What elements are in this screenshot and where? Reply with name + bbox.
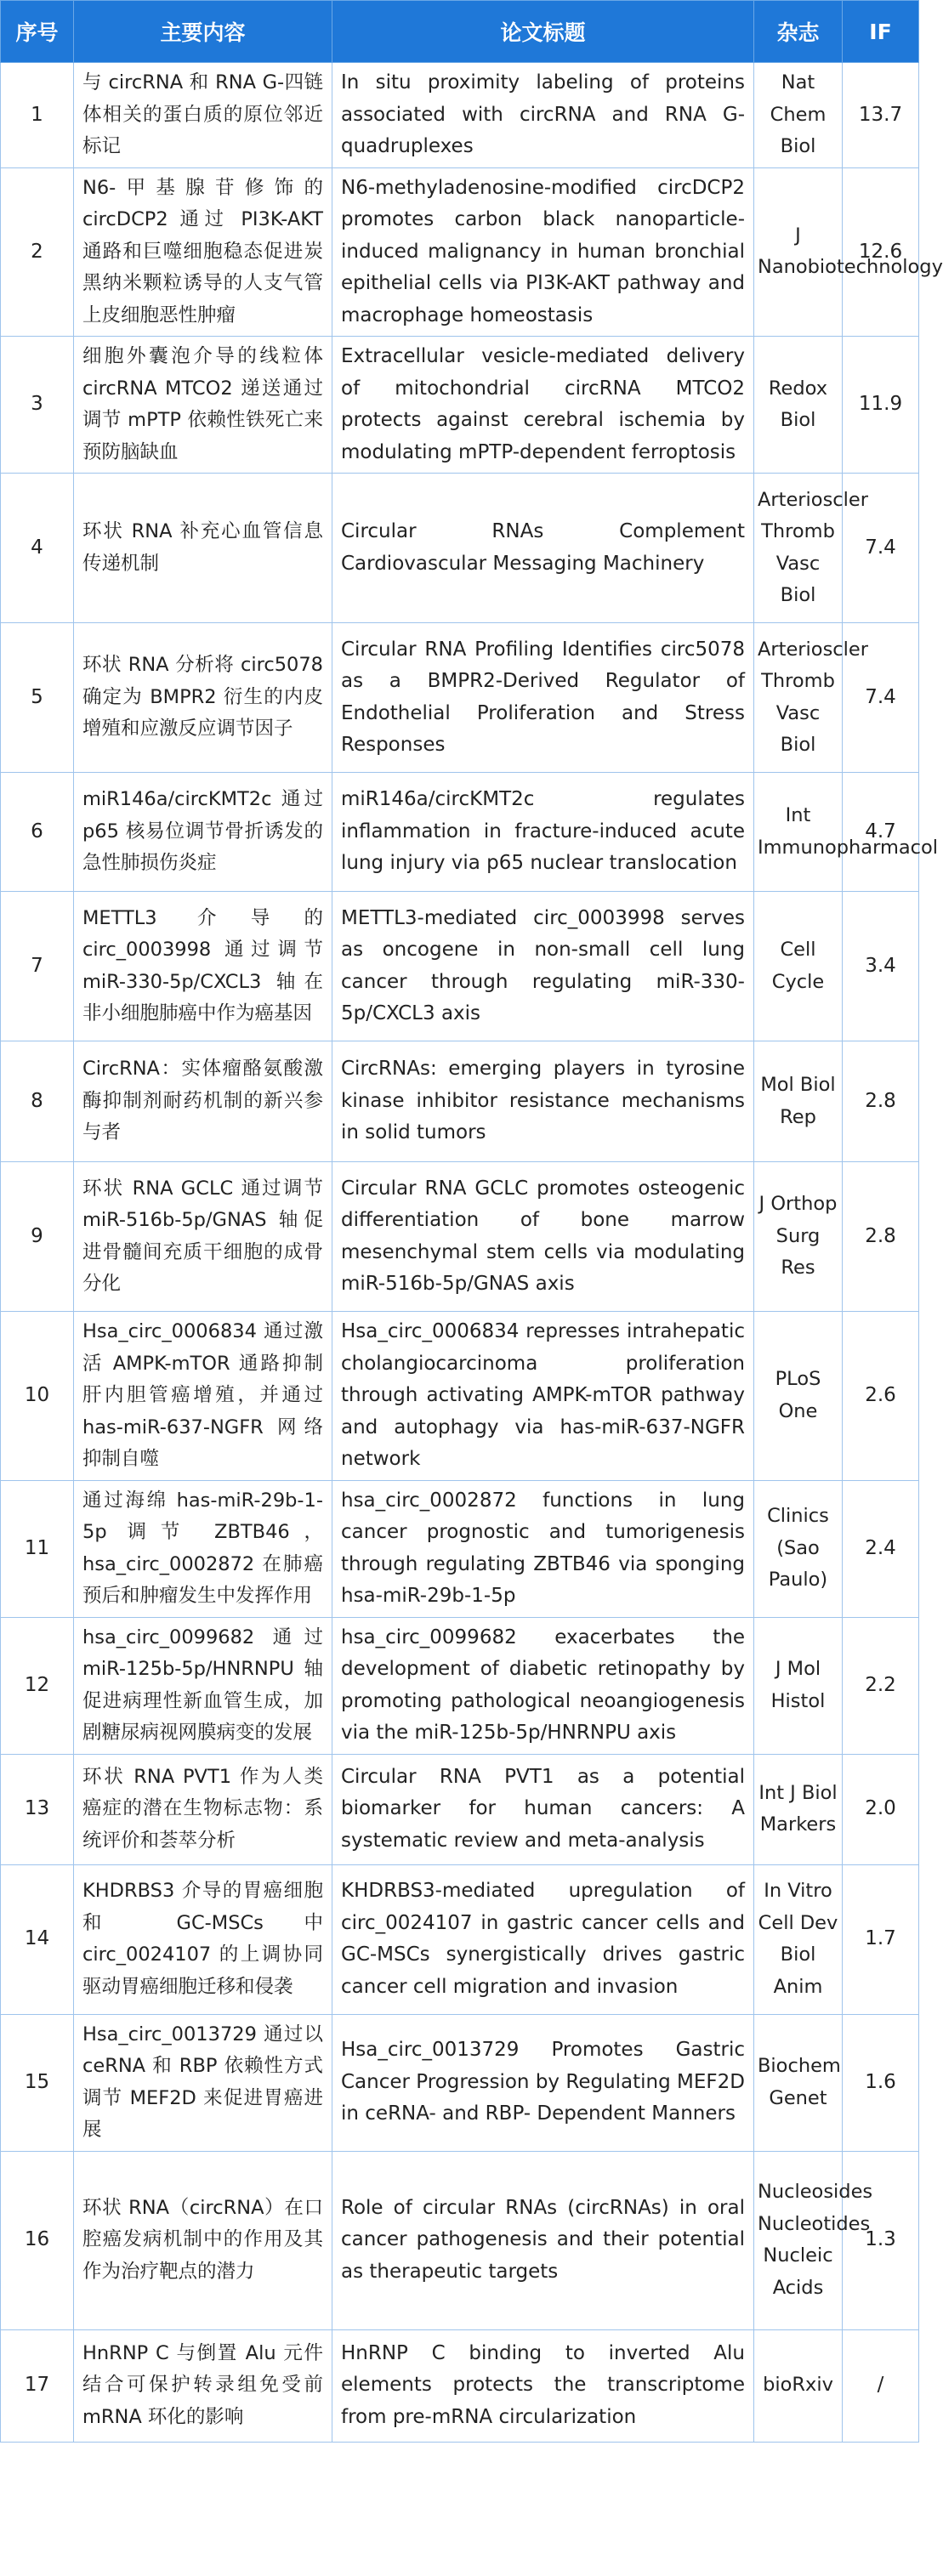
row-journal: J Mol Histol — [754, 1617, 843, 1754]
row-content-zh: N6-甲基腺苷修饰的 circDCP2 通过 PI3K-AKT 通路和巨噬细胞稳态促进炭黑纳米颗粒诱导的人支气管上皮细胞恶性肿瘤 — [74, 167, 332, 337]
table-row — [1, 2329, 919, 2442]
row-index: 13 — [1, 1754, 74, 1864]
row-journal: J Orthop Surg Res — [754, 1162, 843, 1312]
row-journal: In Vitro Cell Dev Biol Anim — [754, 1864, 843, 2014]
header-journal: 杂志 — [754, 1, 843, 63]
row-paper-title: Circular RNA PVT1 as a potential biomarker for human cancers: A systematic review and meta-analysis — [332, 1754, 754, 1864]
table-row — [1, 2151, 919, 2329]
row-journal: bioRxiv — [754, 2329, 843, 2442]
row-content-zh: HnRNP C 与倒置 Alu 元件结合可保护转录组免受前 mRNA 环化的影响 — [74, 2329, 332, 2442]
row-content-zh: Hsa_circ_0006834 通过激活 AMPK-mTOR 通路抑制肝内胆管癌增殖，并通过 has-miR-637-NGFR 网络抑制自噬 — [74, 1312, 332, 1481]
table-row — [1, 1041, 919, 1162]
header-row — [1, 1, 919, 63]
row-content-zh: hsa_circ_0099682 通过 miR-125b-5p/HNRNPU 轴促进病理性新血管生成，加剧糖尿病视网膜病变的发展 — [74, 1617, 332, 1754]
row-paper-title: KHDRBS3-mediated upregulation of circ_0024107 in gastric cancer cells and GC-MSCs synergistically drives gastric cancer cell migration and invasion — [332, 1864, 754, 2014]
row-content-zh: 环状 RNA（circRNA）在口腔癌发病机制中的作用及其作为治疗靶点的潜力 — [74, 2151, 332, 2329]
row-journal: Int Immunopharmacol — [754, 773, 843, 892]
row-index: 15 — [1, 2014, 74, 2151]
row-journal: Redox Biol — [754, 337, 843, 474]
row-index: 4 — [1, 474, 74, 623]
row-paper-title: Extracellular vesicle-mediated delivery of mitochondrial circRNA MTCO2 protects against cerebral ischemia by modulating mPTP-dependent ferroptosis — [332, 337, 754, 474]
row-paper-title: Circular RNAs Complement Cardiovascular Messaging Machinery — [332, 474, 754, 623]
row-paper-title: METTL3-mediated circ_0003998 serves as oncogene in non-small cell lung cancer through regulating miR-330-5p/CXCL3 axis — [332, 892, 754, 1041]
row-journal: Clinics (Sao Paulo) — [754, 1480, 843, 1617]
table-row — [1, 474, 919, 623]
row-content-zh: 环状 RNA 分析将 circ5078 确定为 BMPR2 衍生的内皮增殖和应激反应调节因子 — [74, 623, 332, 773]
row-journal: PLoS One — [754, 1312, 843, 1481]
row-impact-factor: 13.7 — [843, 63, 919, 168]
row-index: 17 — [1, 2329, 74, 2442]
row-impact-factor: 2.2 — [843, 1617, 919, 1754]
row-paper-title: Role of circular RNAs (circRNAs) in oral cancer pathogenesis and their potential as therapeutic targets — [332, 2151, 754, 2329]
row-paper-title: HnRNP C binding to inverted Alu elements protects the transcriptome from pre-mRNA circularization — [332, 2329, 754, 2442]
row-index: 14 — [1, 1864, 74, 2014]
row-impact-factor: 2.6 — [843, 1312, 919, 1481]
table-row — [1, 167, 919, 337]
row-content-zh: 细胞外囊泡介导的线粒体 circRNA MTCO2 递送通过调节 mPTP 依赖性铁死亡来预防脑缺血 — [74, 337, 332, 474]
row-index: 2 — [1, 167, 74, 337]
row-content-zh: 通过海绵 has-miR-29b-1-5p 调节 ZBTB46，hsa_circ_0002872 在肺癌预后和肿瘤发生中发挥作用 — [74, 1480, 332, 1617]
row-impact-factor: 12.6 — [843, 167, 919, 337]
row-impact-factor: 2.8 — [843, 1041, 919, 1162]
row-journal: Cell Cycle — [754, 892, 843, 1041]
row-paper-title: N6-methyladenosine-modified circDCP2 promotes carbon black nanoparticle-induced malignancy in human bronchial epithelial cells via PI3K-AKT pathway and macrophage homeostasis — [332, 167, 754, 337]
table-row — [1, 1312, 919, 1481]
row-index: 3 — [1, 337, 74, 474]
row-content-zh: KHDRBS3 介导的胃癌细胞和 GC-MSCs 中 circ_0024107 的上调协同驱动胃癌细胞迁移和侵袭 — [74, 1864, 332, 2014]
row-paper-title: miR146a/circKMT2c regulates inflammation in fracture-induced acute lung injury via p65 nuclear translocation — [332, 773, 754, 892]
row-impact-factor: 1.3 — [843, 2151, 919, 2329]
table-header — [1, 1, 919, 63]
row-index: 12 — [1, 1617, 74, 1754]
table-row — [1, 892, 919, 1041]
row-impact-factor: / — [843, 2329, 919, 2442]
row-impact-factor: 2.0 — [843, 1754, 919, 1864]
row-index: 8 — [1, 1041, 74, 1162]
table-row — [1, 337, 919, 474]
row-index: 1 — [1, 63, 74, 168]
row-paper-title: hsa_circ_0099682 exacerbates the development of diabetic retinopathy by promoting pathological neoangiogenesis via the miR-125b-5p/HNRNPU axis — [332, 1617, 754, 1754]
row-impact-factor: 3.4 — [843, 892, 919, 1041]
row-paper-title: Hsa_circ_0006834 represses intrahepatic cholangiocarcinoma proliferation through activating AMPK-mTOR pathway and autophagy via has-miR-637-NGFR network — [332, 1312, 754, 1481]
row-content-zh: miR146a/circKMT2c 通过 p65 核易位调节骨折诱发的急性肺损伤炎症 — [74, 773, 332, 892]
table-row — [1, 1617, 919, 1754]
row-impact-factor: 1.6 — [843, 2014, 919, 2151]
header-index: 序号 — [1, 1, 74, 63]
header-impact-factor: IF — [843, 1, 919, 63]
row-content-zh: 环状 RNA PVT1 作为人类癌症的潜在生物标志物：系统评价和荟萃分析 — [74, 1754, 332, 1864]
table-row — [1, 623, 919, 773]
row-index: 7 — [1, 892, 74, 1041]
table-row — [1, 1162, 919, 1312]
row-impact-factor: 7.4 — [843, 623, 919, 773]
header-paper-title: 论文标题 — [332, 1, 754, 63]
table-row — [1, 1754, 919, 1864]
row-impact-factor: 1.7 — [843, 1864, 919, 2014]
row-content-zh: Hsa_circ_0013729 通过以 ceRNA 和 RBP 依赖性方式调节 MEF2D 来促进胃癌进展 — [74, 2014, 332, 2151]
row-content-zh: METTL3 介导的 circ_0003998 通过调节 miR-330-5p/CXCL3 轴在非小细胞肺癌中作为癌基因 — [74, 892, 332, 1041]
row-paper-title: hsa_circ_0002872 functions in lung cancer prognostic and tumorigenesis through regulating ZBTB46 via sponging hsa-miR-29b-1-5p — [332, 1480, 754, 1617]
row-content-zh: 与 circRNA 和 RNA G-四链体相关的蛋白质的原位邻近标记 — [74, 63, 332, 168]
row-paper-title: CircRNAs: emerging players in tyrosine kinase inhibitor resistance mechanisms in solid tumors — [332, 1041, 754, 1162]
table-row — [1, 2014, 919, 2151]
row-impact-factor: 4.7 — [843, 773, 919, 892]
row-journal: Mol Biol Rep — [754, 1041, 843, 1162]
row-journal: Arterioscler Thromb Vasc Biol — [754, 474, 843, 623]
row-content-zh: 环状 RNA 补充心血管信息传递机制 — [74, 474, 332, 623]
row-journal: Nat Chem Biol — [754, 63, 843, 168]
row-journal: Int J Biol Markers — [754, 1754, 843, 1864]
row-index: 9 — [1, 1162, 74, 1312]
table-row — [1, 1480, 919, 1617]
table-row — [1, 63, 919, 168]
row-index: 10 — [1, 1312, 74, 1481]
table-row — [1, 773, 919, 892]
row-impact-factor: 7.4 — [843, 474, 919, 623]
row-impact-factor: 2.8 — [843, 1162, 919, 1312]
row-paper-title: Circular RNA GCLC promotes osteogenic differentiation of bone marrow mesenchymal stem cells via modulating miR-516b-5p/GNAS axis — [332, 1162, 754, 1312]
row-journal: Biochem Genet — [754, 2014, 843, 2151]
row-index: 11 — [1, 1480, 74, 1617]
row-content-zh: CircRNA：实体瘤酪氨酸激酶抑制剂耐药机制的新兴参与者 — [74, 1041, 332, 1162]
row-impact-factor: 2.4 — [843, 1480, 919, 1617]
table-body — [1, 63, 943, 2443]
row-index: 6 — [1, 773, 74, 892]
row-paper-title: Hsa_circ_0013729 Promotes Gastric Cancer Progression by Regulating MEF2D in ceRNA- and RBP- Dependent Manners — [332, 2014, 754, 2151]
row-index: 16 — [1, 2151, 74, 2329]
header-content-zh: 主要内容 — [74, 1, 332, 63]
row-paper-title: Circular RNA Profiling Identifies circ5078 as a BMPR2-Derived Regulator of Endothelial Proliferation and Stress Responses — [332, 623, 754, 773]
row-journal: Nucleosides Nucleotides Nucleic Acids — [754, 2151, 843, 2329]
table-row — [1, 1864, 919, 2014]
row-index: 5 — [1, 623, 74, 773]
row-content-zh: 环状 RNA GCLC 通过调节 miR-516b-5p/GNAS 轴促进骨髓间充质干细胞的成骨分化 — [74, 1162, 332, 1312]
row-journal: J Nanobiotechnology — [754, 167, 843, 337]
row-paper-title: In situ proximity labeling of proteins associated with circRNA and RNA G-quadruplexes — [332, 63, 754, 168]
row-impact-factor: 11.9 — [843, 337, 919, 474]
row-journal: Arterioscler Thromb Vasc Biol — [754, 623, 843, 773]
